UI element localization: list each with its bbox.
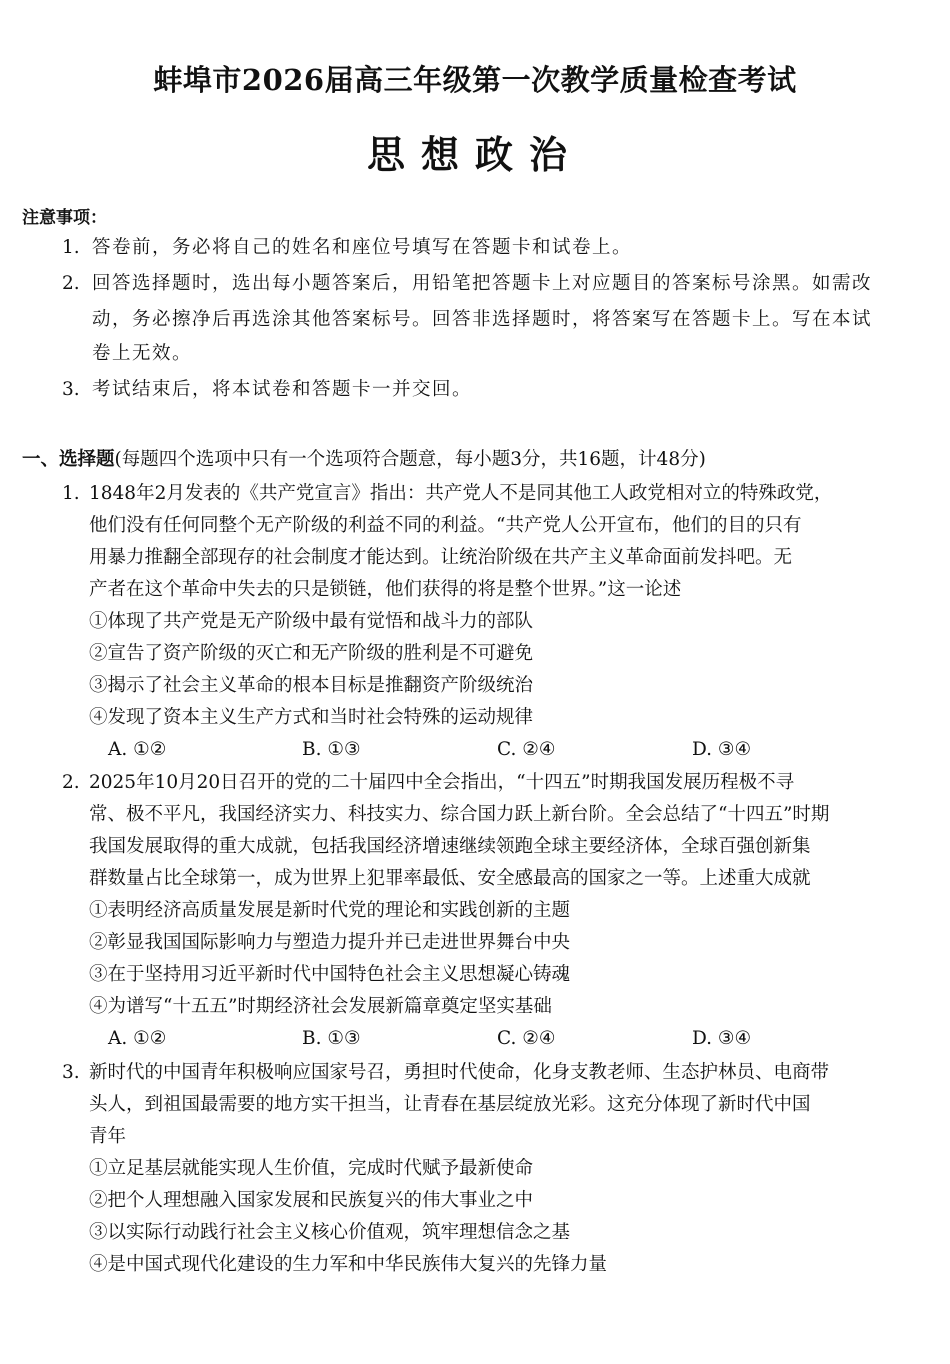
question-2-option-d[interactable]: D. ③④ bbox=[692, 1028, 752, 1049]
question-2-statement-4: ④为谱写“十五五”时期经济社会发展新篇章奠定坚实基础 bbox=[89, 996, 552, 1017]
subject-title: 思想政治 bbox=[366, 133, 583, 177]
notice-item-3-number: 3. bbox=[62, 379, 80, 400]
question-2-statement-2: ②彰显我国国际影响力与塑造力提升并已走进世界舞台中央 bbox=[89, 932, 571, 953]
question-3-stem-line-1: 新时代的中国青年积极响应国家号召，勇担时代使命，化身支教老师、生态护林员、电商带 bbox=[89, 1062, 830, 1083]
notice-item-1-number: 1. bbox=[62, 237, 80, 258]
question-2-option-a[interactable]: A. ①② bbox=[108, 1028, 167, 1049]
notice-item-2-text-line-2: 动，务必擦净后再选涂其他答案标号。回答非选择题时，将答案写在答题卡上。写在本试 bbox=[92, 309, 873, 330]
question-1-statement-3: ③揭示了社会主义革命的根本目标是推翻资产阶级统治 bbox=[89, 675, 534, 696]
question-2-stem-line-1: 2025年10月20日召开的党的二十届四中全会指出，“十四五”时期我国发展历程极不寻 bbox=[89, 772, 795, 793]
exam-title: 蚌埠市2026届高三年级第一次教学质量检查考试 bbox=[153, 63, 797, 97]
question-2-stem-line-2: 常、极不平凡，我国经济实力、科技实力、综合国力跃上新台阶。全会总结了“十四五”时期 bbox=[89, 804, 830, 825]
question-2-stem-line-3: 我国发展取得的重大成就，包括我国经济增速继续领跑全球主要经济体，全球百强创新集 bbox=[89, 836, 811, 857]
section-note: (每题四个选项中只有一个选项符合题意，每小题3分，共16题，计48分) bbox=[114, 449, 706, 470]
question-2-options bbox=[0, 1023, 950, 1055]
notice-item-3-text: 考试结束后，将本试卷和答题卡一并交回。 bbox=[92, 379, 473, 400]
question-2-number: 2. bbox=[62, 772, 80, 793]
question-1-option-b[interactable]: B. ①③ bbox=[302, 739, 361, 760]
question-3-stem-line-3: 青年 bbox=[89, 1126, 127, 1147]
notice-item-2-text-line-3: 卷上无效。 bbox=[92, 343, 193, 364]
question-2-option-c[interactable]: C. ②④ bbox=[497, 1028, 556, 1049]
question-1-statement-4: ④发现了资本主义生产方式和当时社会特殊的运动规律 bbox=[89, 707, 534, 728]
question-1-option-c[interactable]: C. ②④ bbox=[497, 739, 556, 760]
question-1-stem-line-3: 用暴力推翻全部现存的社会制度才能达到。让统治阶级在共产主义革命面前发抖吧。无 bbox=[89, 547, 793, 568]
notice-item-1-text: 答卷前，务必将自己的姓名和座位号填写在答题卡和试卷上。 bbox=[92, 237, 633, 258]
question-1-statement-1: ①体现了共产党是无产阶级中最有觉悟和战斗力的部队 bbox=[89, 611, 534, 632]
question-1-number: 1. bbox=[62, 483, 80, 504]
question-3-number: 3. bbox=[62, 1062, 80, 1083]
question-1-stem-line-2: 他们没有任何同整个无产阶级的利益不同的利益。“共产党人公开宣布，他们的目的只有 bbox=[89, 515, 802, 536]
question-2-statement-1: ①表明经济高质量发展是新时代党的理论和实践创新的主题 bbox=[89, 900, 571, 921]
question-1-options bbox=[0, 734, 950, 766]
notice-item-2-text-line-1: 回答选择题时，选出每小题答案后，用铅笔把答题卡上对应题目的答案标号涂黑。如需改 bbox=[92, 273, 873, 294]
section-title: 一、选择题 bbox=[22, 449, 115, 470]
question-1-statement-2: ②宣告了资产阶级的灭亡和无产阶级的胜利是不可避免 bbox=[89, 643, 534, 664]
question-1-stem-line-4: 产者在这个革命中失去的只是锁链，他们获得的将是整个世界。”这一论述 bbox=[89, 579, 682, 600]
notice-heading: 注意事项： bbox=[22, 208, 107, 228]
question-3-statement-1: ①立足基层就能实现人生价值，完成时代赋予最新使命 bbox=[89, 1158, 534, 1179]
question-1-stem-line-1: 1848年2月发表的《共产党宣言》指出：共产党人不是同其他工人政党相对立的特殊政党， bbox=[89, 483, 833, 504]
question-2-option-b[interactable]: B. ①③ bbox=[302, 1028, 361, 1049]
question-2-statement-3: ③在于坚持用习近平新时代中国特色社会主义思想凝心铸魂 bbox=[89, 964, 571, 985]
question-1-option-a[interactable]: A. ①② bbox=[108, 739, 167, 760]
question-2-stem-line-4: 群数量占比全球第一，成为世界上犯罪率最低、安全感最高的国家之一等。上述重大成就 bbox=[89, 868, 811, 889]
section-heading bbox=[22, 444, 706, 476]
question-1-option-d[interactable]: D. ③④ bbox=[692, 739, 752, 760]
notice-item-2-number: 2. bbox=[62, 273, 80, 294]
question-3-statement-4: ④是中国式现代化建设的生力军和中华民族伟大复兴的先锋力量 bbox=[89, 1254, 608, 1275]
question-3-statement-2: ②把个人理想融入国家发展和民族复兴的伟大事业之中 bbox=[89, 1190, 534, 1211]
question-3-statement-3: ③以实际行动践行社会主义核心价值观，筑牢理想信念之基 bbox=[89, 1222, 571, 1243]
question-3-stem-line-2: 头人，到祖国最需要的地方实干担当，让青春在基层绽放光彩。这充分体现了新时代中国 bbox=[89, 1094, 811, 1115]
